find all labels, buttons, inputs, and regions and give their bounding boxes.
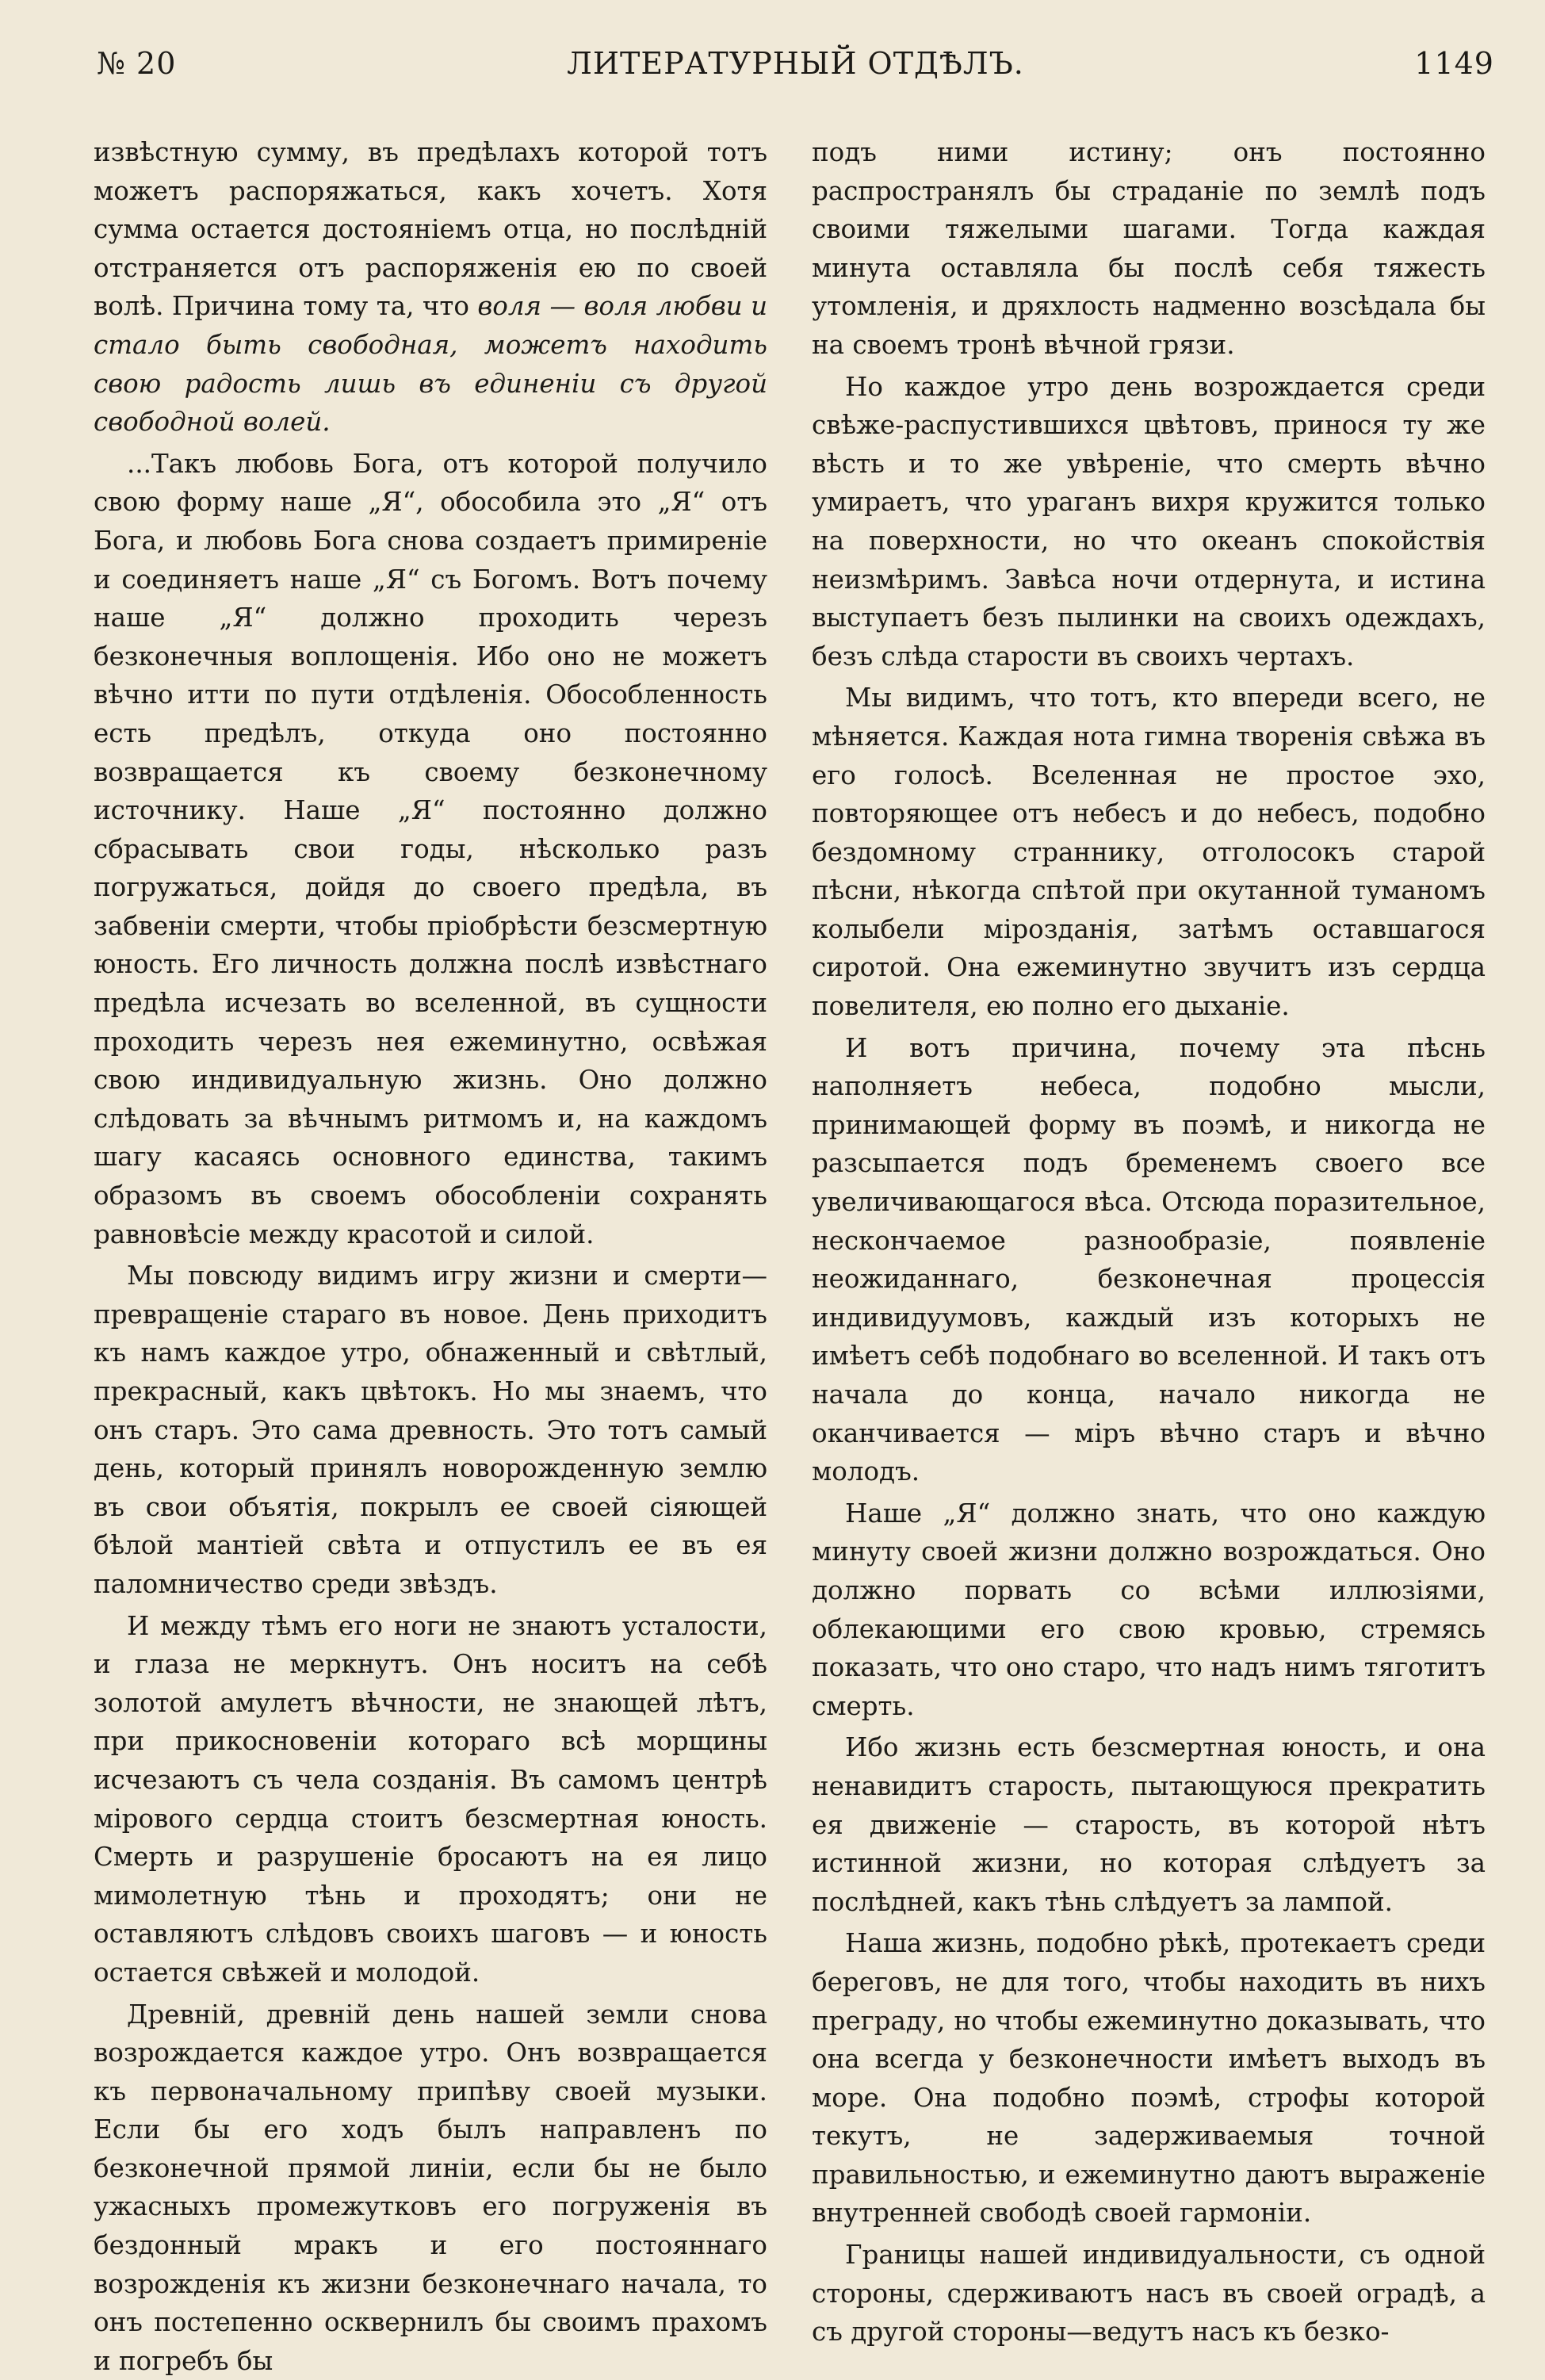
paragraph: подъ ними истину; онъ постоянно распространялъ бы страданіе по землѣ подъ своими тяжелыми шагами. Тогда каждая минута оставляла бы послѣ себя тяжесть утомленія, и дряхлость надменно возсѣдала бы на своемъ тронѣ вѣчной грязи. — [812, 133, 1486, 365]
paragraph-text: извѣстную сумму, въ предѣлахъ которой тотъ можетъ распоряжаться, какъ хочетъ. Хотя сумма остается достояніемъ отца, но послѣдній отстраняется отъ распоряженія ею по своей волѣ. Причина тому та, что — [94, 137, 767, 321]
paragraph: Наше „Я“ должно знать, что оно каждую минуту своей жизни должно возрождаться. Оно должно порвать со всѣми иллюзіями, облекающими его свою кровью, стремясь показать, что оно старо, что надъ нимъ тяготитъ смерть. — [812, 1494, 1486, 1726]
paragraph: Но каждое утро день возрождается среди свѣже-распустившихся цвѣтовъ, принося ту же вѣсть и то же увѣреніе, что смерть вѣчно умираетъ, что ураганъ вихря кружится только на поверхности, но что океанъ спокойствія неизмѣримъ. Завѣса ночи отдернута, и истина выступаетъ безъ пылинки на своихъ одеждахъ, безъ слѣда старости въ своихъ чертахъ. — [812, 368, 1486, 676]
paragraph: И вотъ причина, почему эта пѣснь наполняетъ небеса, подобно мысли, принимающей форму въ поэмѣ, и никогда не разсыпается подъ бременемъ своего все увеличивающагося вѣса. Отсюда поразительное, нескончаемое разнообразіе, появленіе неожиданнаго, безконечная процессія индивидуумовъ, каждый изъ которыхъ не имѣетъ себѣ подобнаго во вселенной. И такъ отъ начала до конца, начало никогда не оканчивается — міръ вѣчно старъ и вѣчно молодъ. — [812, 1029, 1486, 1491]
paragraph: ...Такъ любовь Бога, отъ которой получило свою форму наше „Я“, обособила это „Я“ отъ Бога, и любовь Бога снова создаетъ примиреніе и соединяетъ наше „Я“ съ Богомъ. Вотъ почему наше „Я“ должно проходить черезъ безконечныя воплощенія. Ибо оно не можетъ вѣчно итти по пути отдѣленія. Обособленность есть предѣлъ, откуда оно постоянно возвращается къ своему безконечному источнику. Наше „Я“ постоянно должно сбрасывать свои годы, нѣсколько разъ погружаться, дойдя до своего предѣла, въ забвеніи смерти, чтобы пріобрѣсти безсмертную юность. Его личность должна послѣ извѣстнаго предѣла исчезать во вселенной, въ сущности проходить черезъ нея ежеминутно, освѣжая свою индивидуальную жизнь. Оно должно слѣдовать за вѣчнымъ ритмомъ и, на каждомъ шагу касаясь основного единства, такимъ образомъ въ своемъ обособленіи сохранять равновѣсіе между красотой и силой. — [94, 445, 767, 1253]
right-column — [812, 133, 1486, 2351]
paragraph: Наша жизнь, подобно рѣкѣ, протекаетъ среди береговъ, не для того, чтобы находить въ нихъ преграду, но чтобы ежеминутно доказывать, что она всегда у безконечности имѣетъ выходъ въ море. Она подобно поэмѣ, строфы которой текутъ, не задерживаемыя точной правильностью, и ежеминутно даютъ выраженіе внутренней свободѣ своей гармоніи. — [812, 1924, 1486, 2233]
paragraph: Ибо жизнь есть безсмертная юность, и она ненавидитъ старость, пытающуюся прекратить ея движеніе — старость, въ которой нѣтъ истинной жизни, но которая слѣдуетъ за послѣдней, какъ тѣнь слѣдуетъ за лампой. — [812, 1728, 1486, 1921]
paragraph — [94, 133, 767, 442]
page-number: 1149 — [1414, 46, 1494, 81]
section-title: ЛИТЕРАТУРНЫЙ ОТДѢЛЪ. — [97, 46, 1494, 81]
running-header — [97, 46, 1494, 94]
paragraph: Мы повсюду видимъ игру жизни и смерти— превращеніе стараго въ новое. День приходитъ къ намъ каждое утро, обнаженный и свѣтлый, прекрасный, какъ цвѣтокъ. Но мы знаемъ, что онъ старъ. Это сама древность. Это тотъ самый день, который принялъ новорожденную землю въ свои объятія, покрылъ ее своей сіяющей бѣлой мантіей свѣта и отпустилъ ее въ ея паломничество среди звѣздъ. — [94, 1257, 767, 1603]
paragraph: И между тѣмъ его ноги не знаютъ усталости, и глаза не меркнутъ. Онъ носитъ на себѣ золотой амулетъ вѣчности, не знающей лѣтъ, при прикосновеніи котораго всѣ морщины исчезаютъ съ чела созданія. Въ самомъ центрѣ мірового сердца стоитъ безсмертная юность. Смерть и разрушеніе бросаютъ на ея лицо мимолетную тѣнь и проходятъ; они не оставляютъ слѣдовъ своихъ шаговъ — и юность остается свѣжей и молодой. — [94, 1607, 767, 1992]
paragraph: Границы нашей индивидуальности, съ одной стороны, сдерживаютъ насъ въ своей оградѣ, а съ другой стороны—ведутъ насъ къ безко- — [812, 2236, 1486, 2351]
issue-number: № 20 — [97, 46, 176, 81]
italic-emphasis: воля — воля любви и стало быть свободная, можетъ находить свою радость лишь въ единеніи съ другой свободной волей. — [94, 291, 767, 437]
paragraph: Мы видимъ, что тотъ, кто впереди всего, не мѣняется. Каждая нота гимна творенія свѣжа въ его голосѣ. Вселенная не простое эхо, повторяющее отъ небесъ и до небесъ, подобно бездомному страннику, отголосокъ старой пѣсни, нѣкогда спѣтой при окутанной туманомъ колыбели мірозданія, затѣмъ оставшагося сиротой. Она ежеминутно звучитъ изъ сердца повелителя, ею полно его дыханіе. — [812, 679, 1486, 1025]
paragraph: Древній, древній день нашей земли снова возрождается каждое утро. Онъ возвращается къ первоначальному припѣву своей музыки. Если бы его ходъ былъ направленъ по безконечной прямой линіи, если бы не было ужасныхъ промежутковъ его погруженія въ бездонный мракъ и его постояннаго возрожденія къ жизни безконечнаго начала, то онъ постепенно осквернилъ бы своимъ прахомъ и погребъ бы — [94, 1995, 767, 2380]
left-column — [94, 133, 767, 2380]
